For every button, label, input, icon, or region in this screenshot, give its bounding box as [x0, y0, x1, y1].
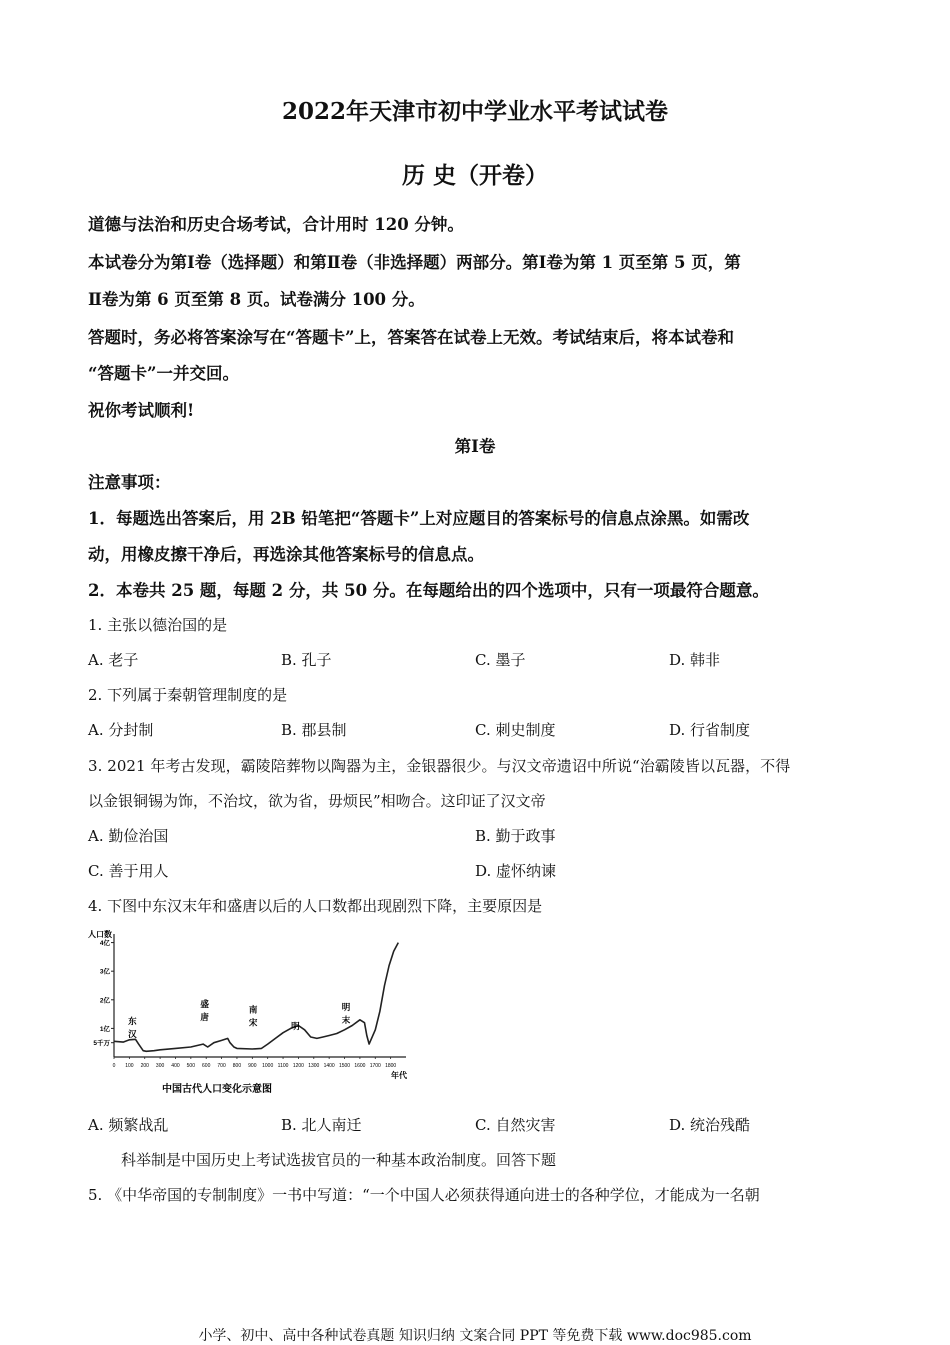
material-intro: 科举制是中国历史上考试选拔官员的一种基本政治制度。回答下题	[121, 1151, 557, 1169]
option-c: C. 自然灾害	[475, 1116, 556, 1134]
intro-line: “答题卡”一并交回。	[88, 364, 239, 383]
chart-x-tick-label: 1700	[369, 1063, 381, 1069]
chart-x-tick-label: 700	[217, 1063, 226, 1069]
chart-x-tick-label: 0	[112, 1063, 116, 1069]
page-subtitle: 历 史（开卷）	[401, 162, 548, 189]
chart-y-tick-label: 3亿	[99, 968, 110, 976]
chart-xlabel: 年代	[391, 1071, 407, 1080]
chart-annotation: 南宋	[248, 1005, 258, 1029]
chart-y-tick-label: 2亿	[99, 997, 110, 1005]
footer-text: 小学、初中、高中各种试卷真题 知识归纳 文案合同 PPT 等免费下载 www.doc985.com	[198, 1328, 752, 1344]
chart-x-tick-label: 1600	[354, 1063, 366, 1069]
option-b: B. 孔子	[281, 651, 332, 669]
chart-x-tick-label: 100	[125, 1063, 134, 1069]
question-stem: 4. 下图中东汉末年和盛唐以后的人口数都出现剧烈下降，主要原因是	[88, 897, 543, 915]
chart-annotation: 东汉	[128, 1017, 137, 1041]
chart-x-tick-label: 800	[232, 1063, 242, 1069]
chart-y-tick-label: 5千万	[93, 1040, 110, 1048]
option-a: A. 勤俭治国	[88, 827, 169, 845]
option-a: A. 老子	[88, 651, 139, 669]
intro-line: Ⅱ卷为第 6 页至第 8 页。试卷满分 100 分。	[88, 290, 425, 309]
notice-title: 注意事项：	[88, 473, 171, 492]
intro-line: 祝你考试顺利!	[88, 401, 195, 420]
chart-x-tick-label: 900	[248, 1063, 257, 1069]
option-c: C. 善于用人	[88, 862, 169, 880]
option-d: D. 虚怀纳谏	[475, 862, 557, 880]
chart-ylabel: 人口数	[88, 930, 112, 939]
chart-series-line	[114, 943, 398, 1052]
option-d: D. 韩非	[669, 651, 721, 669]
option-d: D. 行省制度	[669, 721, 751, 739]
chart-x-tick-label: 1500	[338, 1063, 351, 1069]
notice-line: 2．本卷共 25 题，每题 2 分，共 50 分。在每题给出的四个选项中，只有一项最符合题意。	[88, 581, 769, 600]
chart-x-tick-label: 1000	[262, 1063, 274, 1069]
option-b: B. 勤于政事	[475, 827, 556, 845]
option-a: A. 频繁战乱	[88, 1116, 169, 1134]
intro-line: 本试卷分为第Ⅰ卷（选择题）和第Ⅱ卷（非选择题）两部分。第Ⅰ卷为第 1 页至第 5 页，第	[88, 253, 741, 272]
chart-annotation: 盛唐	[200, 999, 209, 1023]
chart-x-tick-label: 500	[186, 1063, 196, 1069]
chart-x-tick-label: 200	[140, 1063, 149, 1069]
option-a: A. 分封制	[88, 721, 154, 739]
option-b: B. 北人南迁	[281, 1116, 362, 1134]
question-stem: 以金银铜锡为饰，不治坟，欲为省，毋烦民”相吻合。这印证了汉文帝	[88, 792, 546, 810]
intro-line: 道德与法治和历史合场考试，合计用时 120 分钟。	[88, 215, 464, 234]
intro-line: 答题时，务必将答案涂写在“答题卡”上，答案答在试卷上无效。考试结束后，将本试卷和	[88, 328, 734, 347]
chart-x-tick-label: 400	[171, 1063, 180, 1069]
page-title: 2022年天津市初中学业水平考试试卷	[281, 98, 668, 125]
chart-x-tick-label: 600	[202, 1063, 211, 1069]
chart-y-tick-label: 4亿	[99, 940, 110, 948]
chart-annotation: 明末	[341, 1002, 351, 1026]
population-chart	[88, 926, 418, 1098]
option-c: C. 刺史制度	[475, 721, 556, 739]
section-title: 第Ⅰ卷	[454, 437, 496, 456]
chart-x-tick-label: 1100	[277, 1063, 289, 1069]
question-stem: 2. 下列属于秦朝管理制度的是	[88, 686, 288, 704]
chart-annotation: 明	[291, 1021, 300, 1032]
notice-line: 1．每题选出答案后，用 2B 铅笔把“答题卡”上对应题目的答案标号的信息点涂黑。如需改	[88, 509, 750, 528]
chart-x-tick-label: 1800	[385, 1063, 397, 1069]
question-stem: 1. 主张以德治国的是	[88, 616, 228, 634]
question-stem: 3. 2021 年考古发现，霸陵陪葬物以陶器为主，金银器很少。与汉文帝遗诏中所说“治霸陵皆以瓦器，不得	[88, 757, 791, 775]
chart-x-tick-label: 1400	[323, 1063, 335, 1069]
chart-x-tick-label: 1200	[292, 1063, 304, 1069]
notice-line: 动，用橡皮擦干净后，再选涂其他答案标号的信息点。	[88, 545, 484, 564]
question-stem: 5. 《中华帝国的专制制度》一书中写道：“一个中国人必须获得通向进士的各种学位，才能成为一名朝	[88, 1186, 760, 1204]
option-d: D. 统治残酷	[669, 1116, 751, 1134]
chart-title: 中国古代人口变化示意图	[162, 1084, 272, 1095]
option-b: B. 郡县制	[281, 721, 347, 739]
option-c: C. 墨子	[475, 651, 526, 669]
chart-x-tick-label: 1300	[308, 1063, 320, 1069]
chart-x-tick-label: 300	[155, 1063, 165, 1069]
chart-y-tick-label: 1亿	[99, 1025, 110, 1033]
